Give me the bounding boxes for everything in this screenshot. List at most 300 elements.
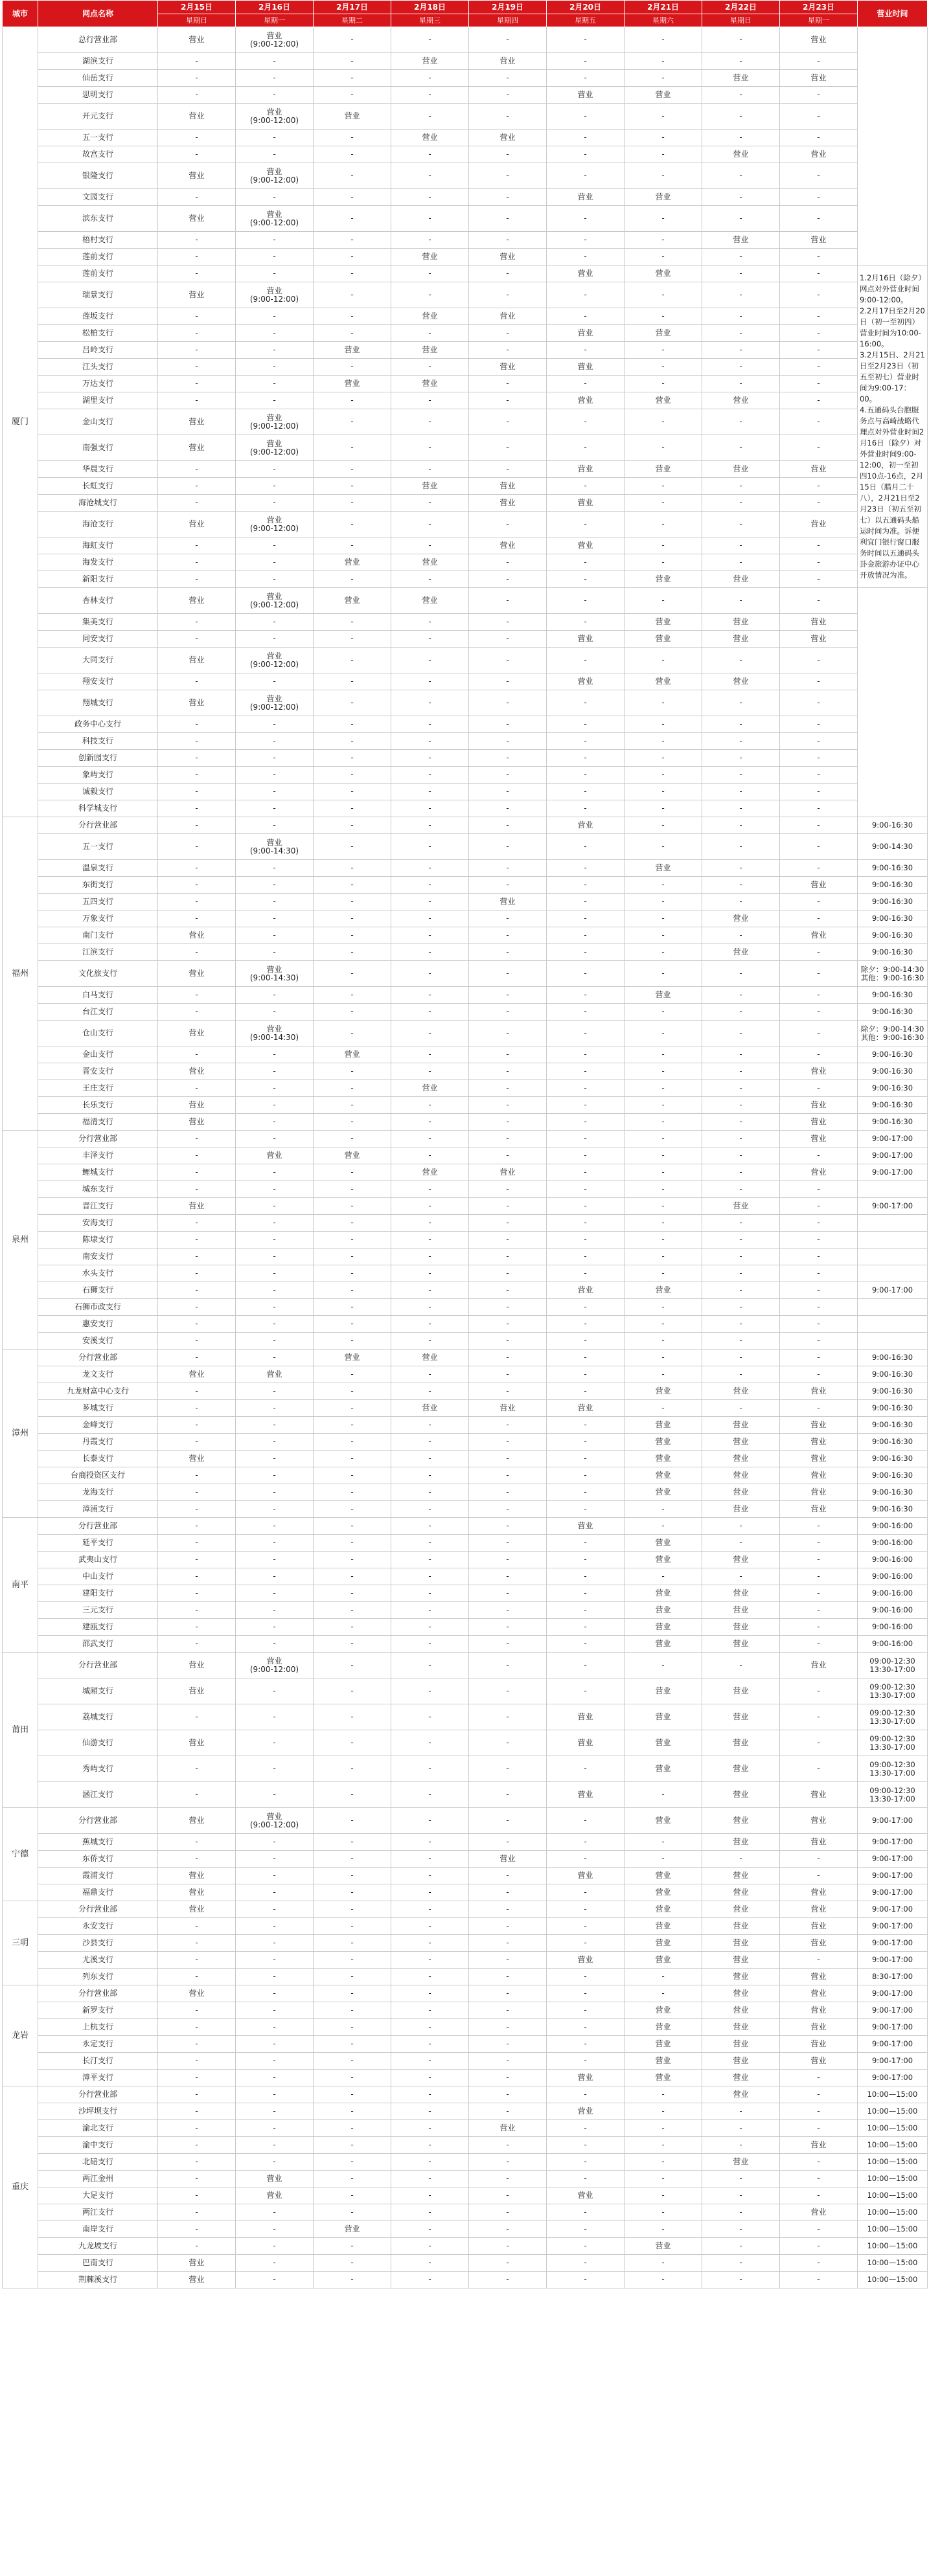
status-cell: - — [547, 1383, 625, 1400]
status-cell: - — [469, 2255, 547, 2272]
status-cell: - — [391, 2238, 469, 2255]
status-cell: - — [625, 1164, 702, 1181]
branch-name-cell: 同安支行 — [38, 631, 158, 648]
status-cell: - — [314, 2002, 391, 2019]
status-cell: 营业 — [469, 1164, 547, 1181]
status-cell: - — [625, 53, 702, 70]
status-cell: - — [780, 2221, 858, 2238]
table-row — [3, 2272, 928, 2288]
status-cell: - — [780, 282, 858, 308]
business-hours-cell: 9:00-16:30 — [858, 817, 928, 834]
status-cell: 营业 (9:00-14:30) — [236, 961, 314, 987]
status-cell: - — [314, 1884, 391, 1901]
status-cell: 营业 — [702, 1198, 780, 1215]
status-cell: - — [314, 1901, 391, 1918]
status-cell: - — [158, 1417, 236, 1434]
table-row — [3, 750, 928, 767]
table-row — [3, 249, 928, 266]
table-row — [3, 1004, 928, 1021]
branch-name-cell: 漳平支行 — [38, 2070, 158, 2086]
status-cell: - — [314, 1653, 391, 1678]
status-cell: - — [625, 359, 702, 376]
table-row — [3, 1704, 928, 1730]
status-cell: - — [236, 1952, 314, 1969]
status-cell: - — [702, 860, 780, 877]
status-cell: - — [469, 1501, 547, 1518]
status-cell: - — [780, 1366, 858, 1383]
status-cell: 营业 — [625, 1619, 702, 1636]
status-cell: - — [547, 1350, 625, 1366]
status-cell: - — [236, 308, 314, 325]
status-cell: - — [236, 1114, 314, 1131]
status-cell: - — [236, 1918, 314, 1935]
status-cell: - — [314, 2070, 391, 2086]
status-cell: - — [780, 784, 858, 800]
status-cell: 营业 — [780, 1417, 858, 1434]
status-cell: 营业 (9:00-14:30) — [236, 834, 314, 860]
table-row — [3, 1181, 928, 1198]
status-cell: - — [158, 1602, 236, 1619]
status-cell: - — [547, 1147, 625, 1164]
status-cell: 营业 — [547, 392, 625, 409]
status-cell: 营业 — [236, 1147, 314, 1164]
status-cell: - — [547, 1851, 625, 1868]
branch-name-cell: 分行营业部 — [38, 817, 158, 834]
status-cell: - — [158, 1935, 236, 1952]
status-cell: - — [391, 817, 469, 834]
status-cell: - — [469, 673, 547, 690]
status-cell: - — [702, 1366, 780, 1383]
business-hours-cell: 10:00—15:00 — [858, 2204, 928, 2221]
status-cell: - — [236, 1501, 314, 1518]
status-cell: - — [469, 631, 547, 648]
status-cell: 营业 — [702, 2086, 780, 2103]
status-cell: - — [314, 716, 391, 733]
status-cell: - — [780, 1282, 858, 1299]
status-cell: 营业 — [625, 1484, 702, 1501]
status-cell: 营业 — [158, 1021, 236, 1046]
branch-name-cell: 滨东支行 — [38, 206, 158, 232]
table-row — [3, 2137, 928, 2154]
status-cell: - — [625, 1004, 702, 1021]
branch-name-cell: 仙岳支行 — [38, 70, 158, 87]
status-cell: - — [625, 2154, 702, 2171]
table-row — [3, 2154, 928, 2171]
status-cell: - — [236, 2154, 314, 2171]
status-cell: - — [391, 716, 469, 733]
status-cell: - — [314, 1004, 391, 1021]
status-cell: - — [469, 800, 547, 817]
status-cell: - — [314, 512, 391, 537]
status-cell: 营业 — [780, 1918, 858, 1935]
status-cell: - — [236, 87, 314, 104]
status-cell: - — [391, 1417, 469, 1434]
table-row — [3, 733, 928, 750]
status-cell: - — [158, 571, 236, 588]
status-cell: - — [625, 27, 702, 53]
status-cell: - — [702, 1653, 780, 1678]
table-row — [3, 1417, 928, 1434]
table-row — [3, 1585, 928, 1602]
status-cell: - — [314, 495, 391, 512]
status-cell: - — [314, 1952, 391, 1969]
status-cell: - — [625, 1215, 702, 1232]
table-row — [3, 1619, 928, 1636]
status-cell: - — [391, 1851, 469, 1868]
status-cell: - — [469, 1704, 547, 1730]
status-cell: - — [314, 2187, 391, 2204]
status-cell: - — [236, 1535, 314, 1552]
status-cell: - — [625, 1265, 702, 1282]
business-hours-cell: 09:00-12:30 13:30-17:00 — [858, 1782, 928, 1808]
status-cell: 营业 — [314, 376, 391, 392]
status-cell: - — [469, 2204, 547, 2221]
status-cell: 营业 — [702, 631, 780, 648]
status-cell: 营业 — [780, 631, 858, 648]
branch-name-cell: 莲前支行 — [38, 266, 158, 282]
status-cell: - — [702, 767, 780, 784]
status-cell: - — [469, 944, 547, 961]
status-cell: 营业 — [625, 1678, 702, 1704]
status-cell: - — [236, 1552, 314, 1568]
status-cell: - — [391, 359, 469, 376]
status-cell: - — [702, 648, 780, 673]
status-cell: - — [547, 1568, 625, 1585]
status-cell: - — [780, 87, 858, 104]
status-cell: - — [702, 1282, 780, 1299]
status-cell: - — [158, 2137, 236, 2154]
status-cell: - — [547, 1114, 625, 1131]
status-cell: - — [314, 1834, 391, 1851]
status-cell: - — [702, 359, 780, 376]
status-cell: 营业 — [625, 1868, 702, 1884]
table-body — [3, 27, 928, 2288]
status-cell: - — [702, 435, 780, 461]
status-cell: 营业 — [469, 130, 547, 146]
branch-name-cell: 新罗支行 — [38, 2002, 158, 2019]
table-row — [3, 1678, 928, 1704]
status-cell: 营业 — [391, 478, 469, 495]
status-cell: 营业 — [780, 1834, 858, 1851]
status-cell: - — [625, 2255, 702, 2272]
status-cell: - — [702, 1046, 780, 1063]
status-cell: 营业 — [547, 189, 625, 206]
status-cell: - — [469, 1868, 547, 1884]
status-cell: - — [391, 1568, 469, 1585]
status-cell: - — [236, 554, 314, 571]
status-cell: - — [236, 1417, 314, 1434]
status-cell: - — [236, 894, 314, 910]
status-cell: - — [391, 2221, 469, 2238]
status-cell: - — [469, 146, 547, 163]
status-cell: - — [702, 1097, 780, 1114]
status-cell: - — [780, 1535, 858, 1552]
status-cell: - — [547, 1215, 625, 1232]
status-cell: 营业 — [625, 1282, 702, 1299]
status-cell: - — [236, 784, 314, 800]
branch-name-cell: 万达支行 — [38, 376, 158, 392]
status-cell: - — [702, 987, 780, 1004]
status-cell: - — [391, 1884, 469, 1901]
branch-name-cell: 象屿支行 — [38, 767, 158, 784]
business-hours-cell: 9:00-16:30 — [858, 1080, 928, 1097]
status-cell: - — [547, 308, 625, 325]
status-cell: - — [625, 478, 702, 495]
status-cell: 营业 — [702, 1484, 780, 1501]
status-cell: - — [314, 266, 391, 282]
status-cell: - — [702, 1851, 780, 1868]
status-cell: - — [469, 1552, 547, 1568]
status-cell: - — [391, 877, 469, 894]
branch-name-cell: 仓山支行 — [38, 1021, 158, 1046]
status-cell: - — [702, 961, 780, 987]
status-cell: - — [236, 750, 314, 767]
status-cell: - — [780, 1636, 858, 1653]
status-cell: 营业 — [625, 1467, 702, 1484]
status-cell: - — [158, 1333, 236, 1350]
status-cell: - — [236, 392, 314, 409]
status-cell: - — [469, 1834, 547, 1851]
status-cell: - — [391, 146, 469, 163]
business-hours-cell — [858, 588, 928, 817]
status-cell: - — [236, 1198, 314, 1215]
status-cell: - — [547, 1232, 625, 1248]
business-hours-cell — [858, 1265, 928, 1282]
status-cell: - — [469, 1198, 547, 1215]
status-cell: - — [236, 631, 314, 648]
status-cell: - — [547, 1046, 625, 1063]
status-cell: - — [625, 206, 702, 232]
table-row — [3, 1097, 928, 1114]
status-cell: - — [391, 1704, 469, 1730]
status-cell: - — [158, 716, 236, 733]
status-cell: - — [625, 1114, 702, 1131]
branch-name-cell: 巴南支行 — [38, 2255, 158, 2272]
status-cell: - — [625, 800, 702, 817]
status-cell: - — [702, 784, 780, 800]
status-cell: - — [702, 104, 780, 130]
status-cell: - — [625, 750, 702, 767]
business-hours-cell: 9:00-16:00 — [858, 1518, 928, 1535]
status-cell: - — [314, 571, 391, 588]
status-cell: - — [547, 987, 625, 1004]
status-cell: 营业 — [625, 571, 702, 588]
status-cell: - — [391, 1484, 469, 1501]
table-row — [3, 282, 928, 308]
status-cell: 营业 — [469, 249, 547, 266]
status-cell: - — [702, 733, 780, 750]
table-row — [3, 716, 928, 733]
status-cell: - — [469, 435, 547, 461]
status-cell: - — [780, 690, 858, 716]
table-row — [3, 2171, 928, 2187]
status-cell: - — [702, 27, 780, 53]
status-cell: 营业 — [702, 2154, 780, 2171]
status-cell: 营业 — [702, 1467, 780, 1484]
table-row — [3, 189, 928, 206]
table-row — [3, 392, 928, 409]
status-cell: 营业 — [702, 1552, 780, 1568]
branch-name-cell: 故宫支行 — [38, 146, 158, 163]
status-cell: - — [469, 877, 547, 894]
status-cell: 营业 — [158, 690, 236, 716]
branch-name-cell: 政务中心支行 — [38, 716, 158, 733]
status-cell: - — [158, 1215, 236, 1232]
status-cell: - — [702, 266, 780, 282]
branch-name-cell: 台商投资区支行 — [38, 1467, 158, 1484]
status-cell: 营业 — [547, 1730, 625, 1756]
status-cell: - — [702, 834, 780, 860]
status-cell: 营业 — [625, 1535, 702, 1552]
business-hours-cell: 9:00-16:30 — [858, 860, 928, 877]
status-cell: - — [314, 53, 391, 70]
status-cell: - — [236, 2019, 314, 2036]
status-cell: 营业 — [780, 1782, 858, 1808]
status-cell: - — [158, 800, 236, 817]
status-cell: - — [469, 1901, 547, 1918]
status-cell: 营业 — [158, 927, 236, 944]
status-cell: - — [625, 1248, 702, 1265]
status-cell: - — [391, 2002, 469, 2019]
status-cell: - — [625, 2086, 702, 2103]
status-cell: - — [547, 232, 625, 249]
status-cell: 营业 — [625, 1918, 702, 1935]
status-cell: 营业 — [547, 1782, 625, 1808]
status-cell: 营业 — [702, 614, 780, 631]
status-cell: - — [625, 232, 702, 249]
status-cell: - — [158, 1248, 236, 1265]
branch-name-cell: 丰泽支行 — [38, 1147, 158, 1164]
status-cell: - — [236, 1097, 314, 1114]
status-cell: 营业 — [547, 817, 625, 834]
status-cell: 营业 — [625, 1901, 702, 1918]
status-cell: - — [780, 1678, 858, 1704]
status-cell: - — [625, 2120, 702, 2137]
status-cell: - — [158, 2238, 236, 2255]
status-cell: - — [780, 1198, 858, 1215]
status-cell: - — [236, 1063, 314, 1080]
status-cell: - — [391, 1535, 469, 1552]
status-cell: 营业 — [702, 1678, 780, 1704]
table-row — [3, 588, 928, 614]
status-cell: - — [780, 359, 858, 376]
status-cell: - — [547, 1484, 625, 1501]
table-row — [3, 1602, 928, 1619]
status-cell: - — [158, 1568, 236, 1585]
business-hours-cell: 9:00-16:30 — [858, 1501, 928, 1518]
status-cell: - — [391, 282, 469, 308]
status-cell: 营业 — [158, 1730, 236, 1756]
table-row — [3, 1782, 928, 1808]
status-cell: - — [314, 1282, 391, 1299]
status-cell: - — [547, 2154, 625, 2171]
status-cell: 营业 — [158, 512, 236, 537]
status-cell: - — [702, 877, 780, 894]
status-cell: - — [780, 2272, 858, 2288]
status-cell: - — [391, 495, 469, 512]
status-cell: - — [314, 1535, 391, 1552]
status-cell: - — [158, 1147, 236, 1164]
status-cell: - — [314, 648, 391, 673]
status-cell: - — [236, 1518, 314, 1535]
status-cell: - — [469, 554, 547, 571]
status-cell: - — [314, 1501, 391, 1518]
branch-name-cell: 秀屿支行 — [38, 1756, 158, 1782]
status-cell: - — [391, 1131, 469, 1147]
branch-name-cell: 长虹支行 — [38, 478, 158, 495]
table-row — [3, 1366, 928, 1383]
status-cell: - — [314, 2120, 391, 2137]
status-cell: - — [236, 1730, 314, 1756]
status-cell: - — [391, 27, 469, 53]
status-cell: - — [314, 2171, 391, 2187]
status-cell: - — [391, 1653, 469, 1678]
status-cell: - — [314, 1114, 391, 1131]
status-cell: - — [469, 1265, 547, 1282]
status-cell: - — [547, 1097, 625, 1114]
business-hours-cell: 9:00-16:30 — [858, 944, 928, 961]
branch-name-cell: 永定支行 — [38, 2036, 158, 2053]
branch-name-cell: 文化旅支行 — [38, 961, 158, 987]
status-cell: - — [158, 2187, 236, 2204]
status-cell: - — [469, 163, 547, 189]
business-hours-cell: 9:00-16:00 — [858, 1568, 928, 1585]
status-cell: - — [469, 1181, 547, 1198]
status-cell: - — [158, 478, 236, 495]
status-cell: - — [469, 70, 547, 87]
status-cell: 营业 (9:00-12:00) — [236, 27, 314, 53]
status-cell: - — [547, 1164, 625, 1181]
status-cell: - — [236, 1299, 314, 1316]
branch-name-cell: 大同支行 — [38, 648, 158, 673]
status-cell: - — [780, 206, 858, 232]
branch-name-cell: 霞浦支行 — [38, 1868, 158, 1884]
status-cell: - — [391, 1147, 469, 1164]
status-cell: 营业 — [547, 537, 625, 554]
status-cell: - — [236, 877, 314, 894]
status-cell: - — [158, 1918, 236, 1935]
status-cell: - — [780, 2171, 858, 2187]
status-cell: - — [625, 1350, 702, 1366]
status-cell: - — [158, 359, 236, 376]
status-cell: - — [547, 1901, 625, 1918]
branch-name-cell: 北碚支行 — [38, 2154, 158, 2171]
business-hours-cell: 09:00-12:30 13:30-17:00 — [858, 1678, 928, 1704]
status-cell: - — [314, 1985, 391, 2002]
status-cell: 营业 — [780, 2036, 858, 2053]
status-cell: 营业 — [469, 308, 547, 325]
status-cell: - — [780, 249, 858, 266]
status-cell: - — [469, 1884, 547, 1901]
status-cell: - — [314, 750, 391, 767]
status-cell: 营业 — [547, 2103, 625, 2120]
status-cell: - — [625, 1985, 702, 2002]
status-cell: - — [702, 1131, 780, 1147]
business-hours-cell: 9:00-16:30 — [858, 987, 928, 1004]
status-cell: - — [236, 1434, 314, 1451]
status-cell: - — [314, 1935, 391, 1952]
status-cell: 营业 — [625, 1434, 702, 1451]
status-cell: 营业 — [625, 2070, 702, 2086]
status-cell: 营业 — [547, 325, 625, 342]
status-cell: - — [469, 512, 547, 537]
status-cell: - — [625, 817, 702, 834]
table-row — [3, 130, 928, 146]
business-hours-cell: 9:00-17:00 — [858, 2036, 928, 2053]
table-row — [3, 2120, 928, 2137]
status-cell: - — [702, 1400, 780, 1417]
status-cell: - — [391, 1636, 469, 1653]
